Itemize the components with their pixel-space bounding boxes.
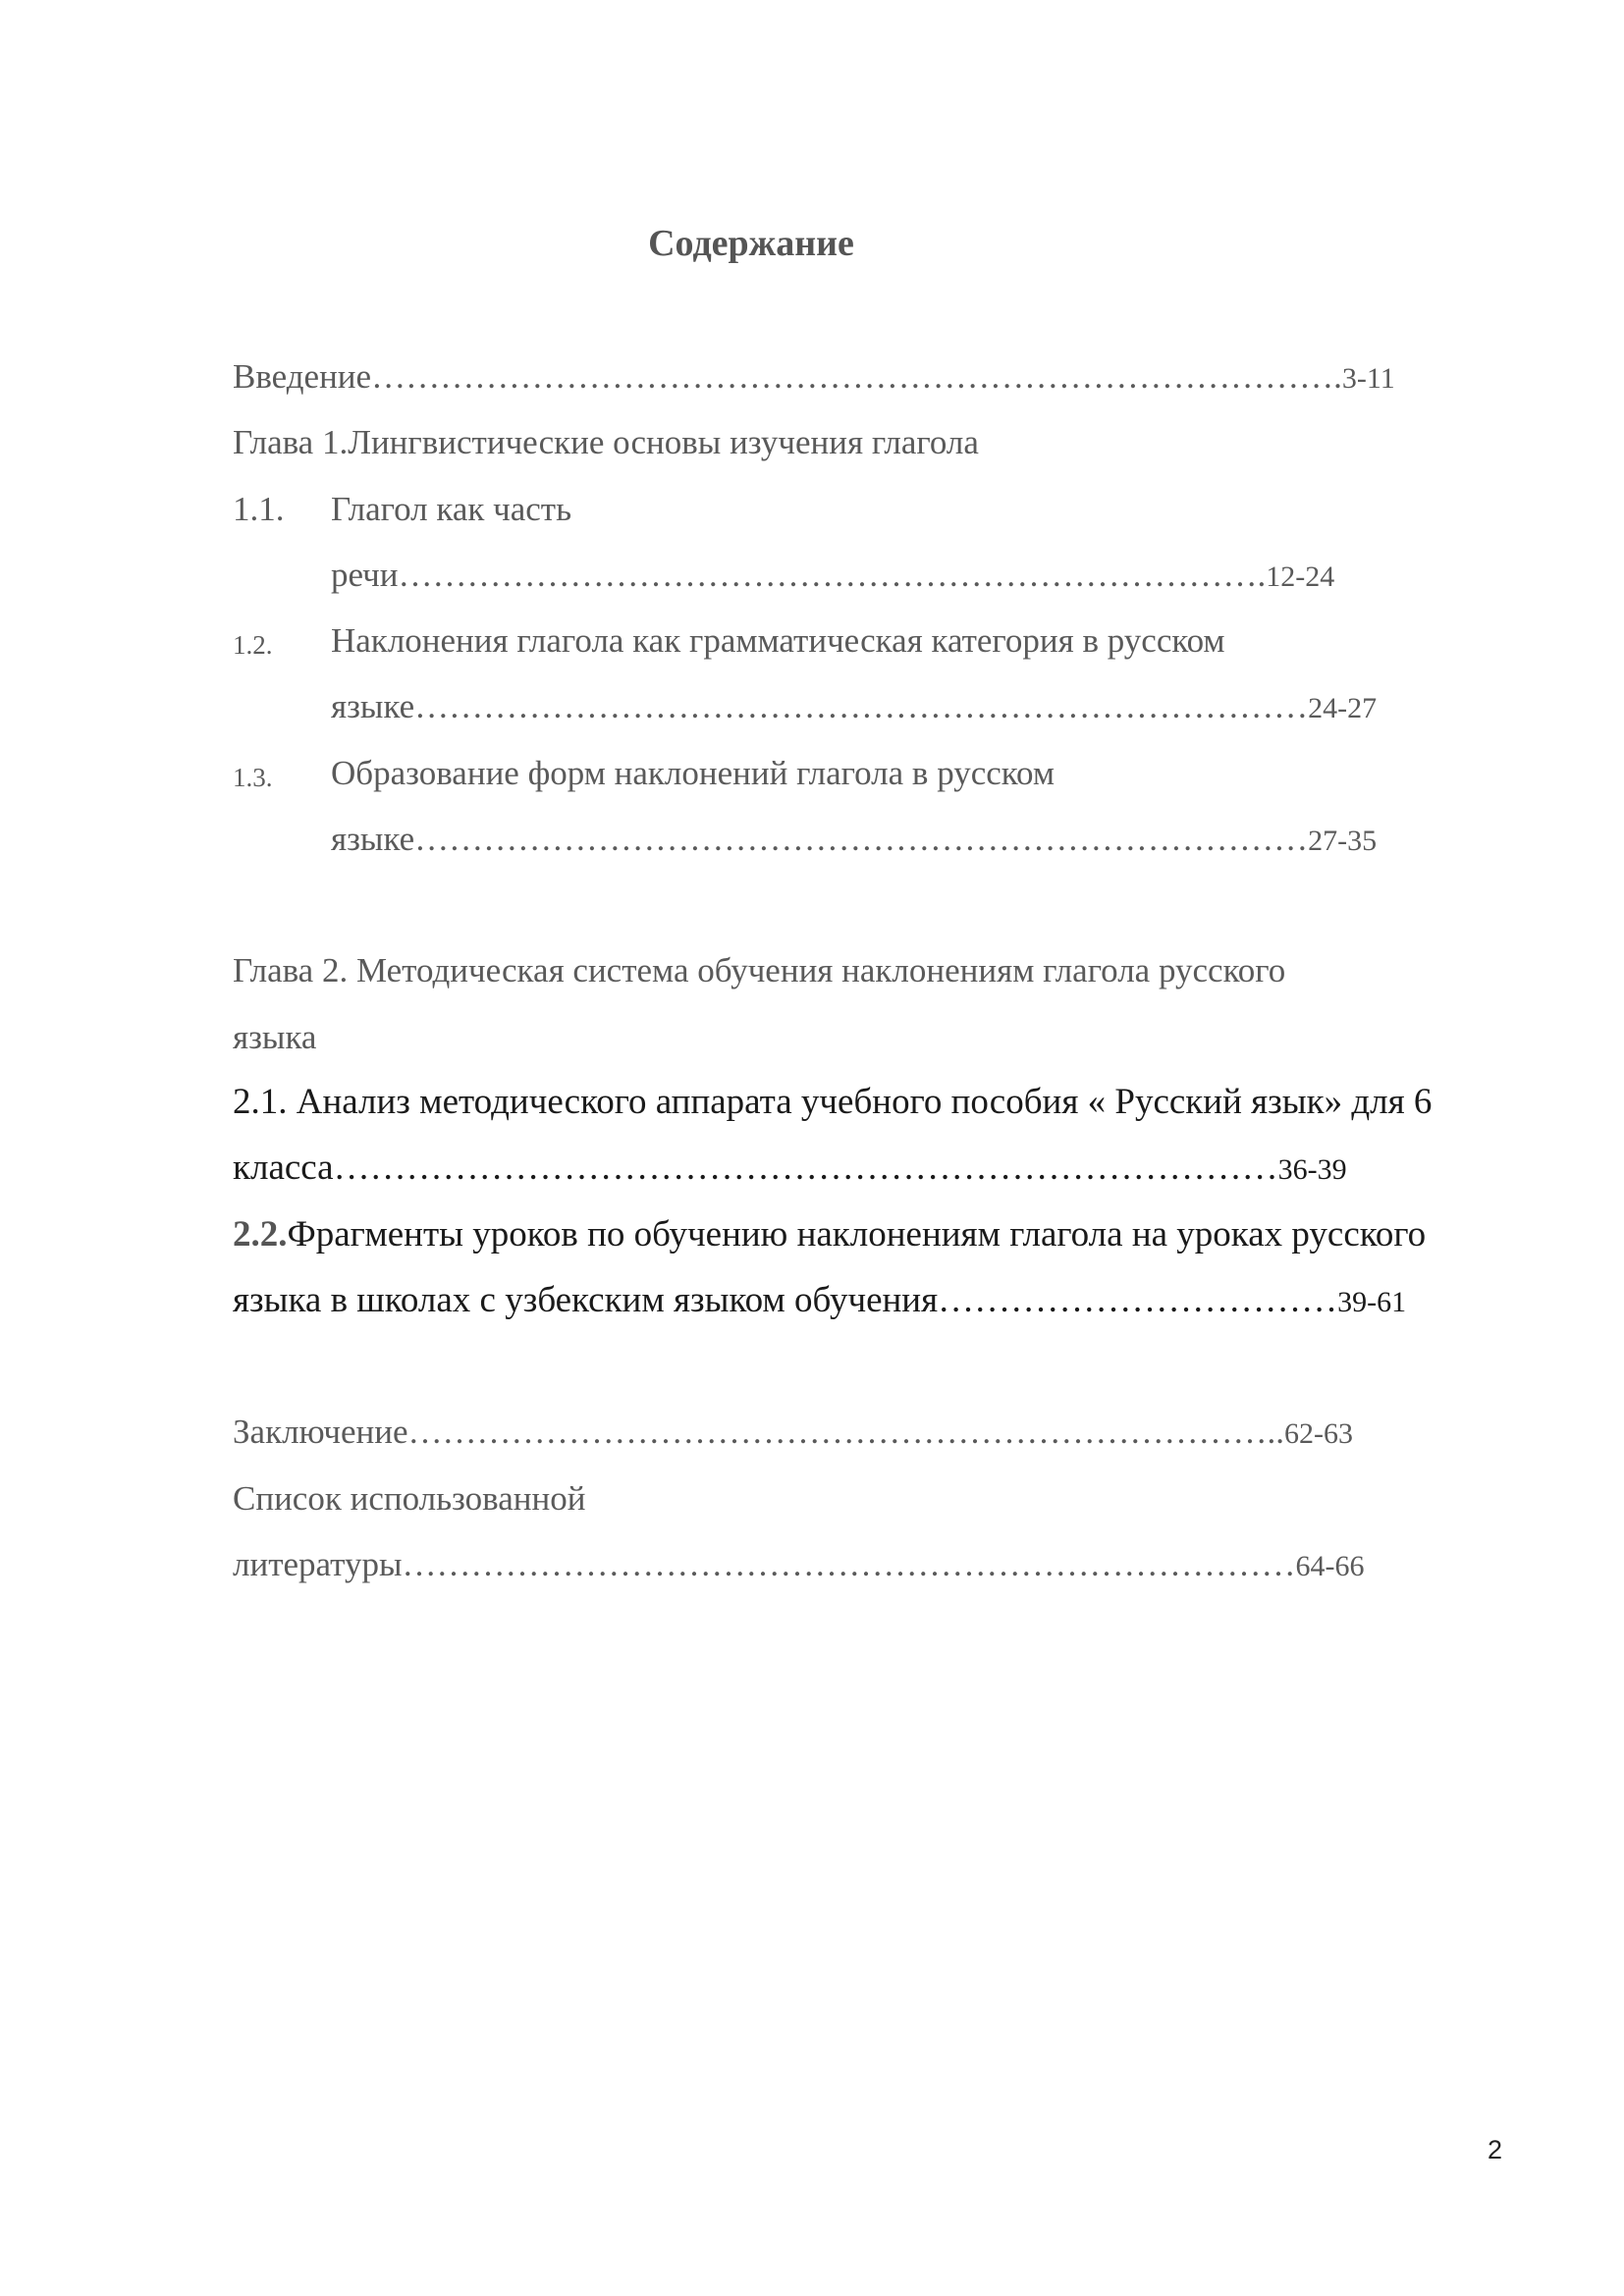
toc-entry-intro	[233, 355, 1395, 400]
toc-entry-literature	[233, 1543, 1365, 1588]
toc-dots: ……………………………………………………………………	[414, 687, 1309, 725]
toc-label: языка в школах с узбекским языком обучения	[233, 1280, 939, 1320]
toc-label: Введение	[233, 357, 372, 396]
toc-label: литературы	[233, 1545, 403, 1583]
toc-entry-2-2	[233, 1279, 1406, 1324]
page-title: Содержание	[648, 223, 854, 264]
toc-section-title: Образование форм наклонений глагола в русском	[331, 754, 1056, 792]
toc-dots: ………………………………………………………………………….	[371, 357, 1342, 396]
toc-dots: …………………………………………………………………..	[407, 1413, 1284, 1451]
toc-section-number: 1.1.	[233, 490, 285, 528]
toc-pages: 12-24	[1266, 561, 1335, 593]
toc-section-number: 2.2.	[233, 1214, 288, 1255]
toc-dots: ……………………………………………………………………	[333, 1148, 1278, 1188]
toc-chapter-2: Глава 2. Методическая система обучения наклонениям глагола русского	[233, 951, 1286, 989]
toc-section-2-1-title: 2.1. Анализ методического аппарата учебного пособия « Русский язык» для 6	[233, 1082, 1433, 1122]
toc-dots: ………………………………………………………………….	[398, 556, 1267, 594]
toc-entry-2-1	[233, 1147, 1347, 1192]
toc-label: языке	[331, 820, 415, 858]
toc-label: языке	[331, 687, 415, 725]
toc-dots: ……………………………………………………………………	[402, 1545, 1296, 1583]
toc-pages: 36-39	[1277, 1153, 1347, 1186]
toc-label: Заключение	[233, 1413, 408, 1451]
toc-section-2-2-title	[233, 1213, 1426, 1256]
toc-pages: 62-63	[1284, 1417, 1353, 1450]
toc-entry-1-3	[331, 818, 1377, 863]
toc-chapter-2-cont: языка	[233, 1018, 317, 1056]
toc-label: класса	[233, 1148, 334, 1188]
toc-entry-1-1	[331, 554, 1334, 599]
toc-chapter-1: Глава 1.Лингвистические основы изучения глагола	[233, 423, 979, 461]
toc-pages: 64-66	[1295, 1550, 1365, 1582]
toc-pages: 27-35	[1308, 825, 1378, 857]
toc-section-title: Фрагменты уроков по обучению наклонениям глагола на уроках русского	[287, 1214, 1427, 1255]
toc-section-title: Наклонения глагола как грамматическая категория в русском	[331, 621, 1225, 660]
toc-dots: ……………………………	[938, 1280, 1338, 1320]
toc-entry-1-2	[331, 685, 1377, 730]
toc-literature-title: Список использованной	[233, 1479, 586, 1518]
toc-pages: 3-11	[1341, 362, 1395, 395]
toc-pages: 24-27	[1308, 692, 1378, 724]
toc-pages: 39-61	[1337, 1286, 1407, 1318]
toc-section-number: 1.2.	[233, 630, 273, 660]
toc-entry-conclusion	[233, 1411, 1353, 1456]
toc-dots: ……………………………………………………………………	[414, 820, 1309, 858]
toc-section-number: 1.3.	[233, 763, 273, 792]
toc-section-title: Глагол как часть	[331, 490, 572, 528]
toc-label: речи	[331, 556, 399, 594]
page-number: 2	[1488, 2135, 1503, 2164]
